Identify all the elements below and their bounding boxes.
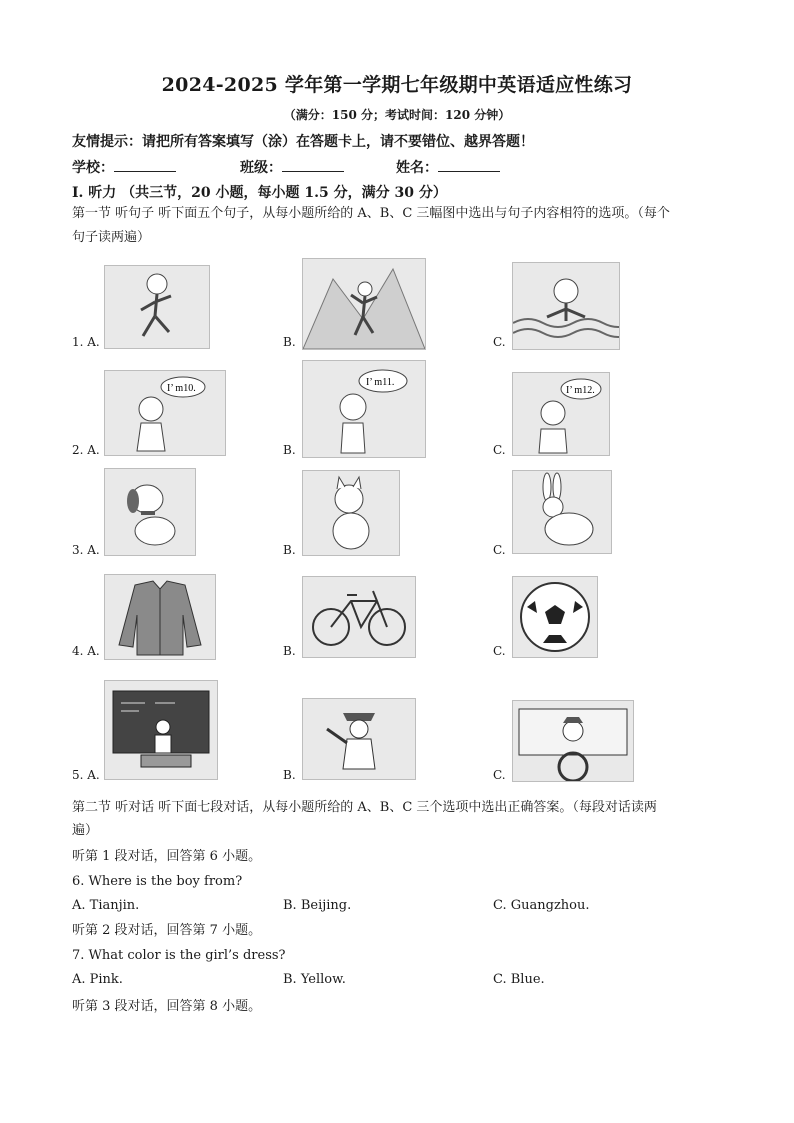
- police-officer-icon: [302, 698, 416, 780]
- q2-option-b-label: B.: [283, 443, 296, 457]
- q4-option-b-label: B.: [283, 644, 296, 658]
- name-field: [396, 157, 500, 177]
- part2-instruction-line1: 第二节 听对话 听下面七段对话，从每小题所给的 A、B、C 三个选项中选出正确答案。（每段对话读两: [72, 800, 657, 815]
- teacher-icon: [104, 680, 218, 780]
- q4-option-c-label: C.: [493, 644, 506, 658]
- rabbit-icon: [512, 470, 612, 554]
- q5-option-c-label: C.: [493, 768, 506, 782]
- q5-option-b-label: B.: [283, 768, 296, 782]
- q2-c-bubble-text: I’ m12.: [566, 385, 595, 396]
- q3-option-c-label: C.: [493, 543, 506, 557]
- q2-b-bubble-text: I’ m11.: [366, 377, 395, 388]
- friendly-tip: 友情提示：请把所有答案填写（涂）在答题卡上，请不要错位、越界答题！: [72, 134, 534, 150]
- soccer-ball-icon: [512, 576, 598, 658]
- q1-option-c-label: C.: [493, 335, 506, 349]
- bicycle-icon: [302, 576, 416, 658]
- school-field: [72, 157, 176, 177]
- running-boy-icon: [104, 265, 210, 349]
- part1-instruction-line1: 第一节 听句子 听下面五个句子，从每小题所给的 A、B、C 三幅图中选出与句子内容相符的选项。（每个: [72, 206, 670, 221]
- part1-instruction-line2: 句子读两遍）: [72, 230, 151, 245]
- q7-option-a: A. Pink.: [72, 972, 123, 987]
- girl-speech-icon-c: [512, 372, 610, 456]
- q2-option-a-label: 2. A.: [72, 443, 100, 457]
- dog-icon: [104, 468, 196, 556]
- dialog1-intro: 听第 1 段对话，回答第 6 小题。: [72, 849, 262, 864]
- name-blank: [438, 157, 500, 172]
- part2-instruction-line2: 遍）: [72, 823, 99, 838]
- q6-option-a: A. Tianjin.: [72, 898, 140, 913]
- dialog2-intro: 听第 2 段对话，回答第 7 小题。: [72, 923, 262, 938]
- q2-option-c-label: C.: [493, 443, 506, 457]
- q3-option-a-label: 3. A.: [72, 543, 100, 557]
- q5-option-a-label: 5. A.: [72, 768, 100, 782]
- climbing-boy-icon: [302, 258, 426, 350]
- class-label: 班级：: [240, 160, 282, 176]
- class-blank: [282, 157, 344, 172]
- girl-speech-icon-a: [104, 370, 226, 456]
- jacket-icon: [104, 574, 216, 660]
- q6-option-c: C. Guangzhou.: [493, 898, 590, 913]
- q2-a-bubble-text: I’ m10.: [167, 383, 196, 394]
- question-6: 6. Where is the boy from?: [72, 874, 243, 889]
- question-7: 7. What color is the girl’s dress?: [72, 948, 286, 963]
- swimming-boy-icon: [512, 262, 620, 350]
- section-heading: I. 听力 （共三节，20 小题，每小题 1.5 分，满分 30 分）: [72, 185, 447, 201]
- girl-speech-icon-b: [302, 360, 426, 458]
- page-title: 2024-2025 学年第一学期七年级期中英语适应性练习: [161, 74, 633, 96]
- exam-info: （满分：150 分；考试时间：120 分钟）: [283, 108, 511, 122]
- q1-option-b-label: B.: [283, 335, 296, 349]
- school-label: 学校：: [72, 160, 114, 176]
- cat-icon: [302, 470, 400, 556]
- dialog3-intro: 听第 3 段对话，回答第 8 小题。: [72, 999, 262, 1014]
- q1-option-a-label: 1. A.: [72, 335, 100, 349]
- q7-option-c: C. Blue.: [493, 972, 545, 987]
- q3-option-b-label: B.: [283, 543, 296, 557]
- class-field: [240, 157, 344, 177]
- q6-option-b: B. Beijing.: [283, 898, 352, 913]
- name-label: 姓名：: [396, 160, 438, 176]
- driver-icon: [512, 700, 634, 782]
- q7-option-b: B. Yellow.: [283, 972, 346, 987]
- q4-option-a-label: 4. A.: [72, 644, 100, 658]
- school-blank: [114, 157, 176, 172]
